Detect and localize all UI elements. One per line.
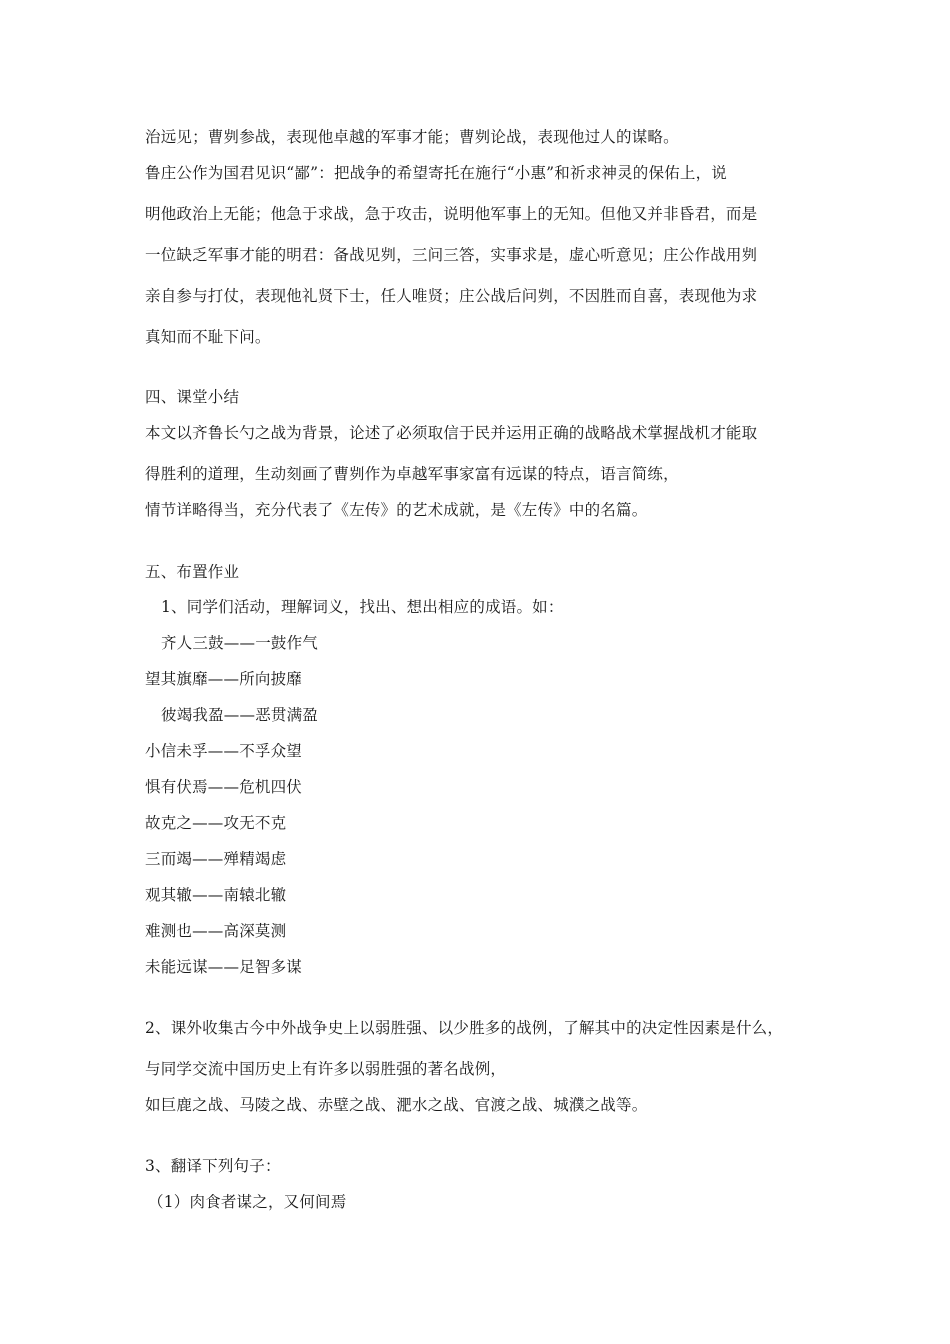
paragraph-line: 鲁庄公作为国君见识“鄙”：把战争的希望寄托在施行“小惠”和祈求神灵的保佑上，说	[145, 164, 727, 182]
translation-item-1: （1）肉食者谋之，又何间焉	[148, 1193, 347, 1211]
paragraph-line: 一位缺乏军事才能的明君：备战见刿，三问三答，实事求是，虚心听意见；庄公作战用刿	[145, 246, 758, 264]
homework-item-2: 2、课外收集古今中外战争史上以弱胜强、以少胜多的战例，了解其中的决定性因素是什么，	[145, 1019, 784, 1037]
idiom-line: 未能远谋——足智多谋	[145, 958, 303, 976]
paragraph-line: 如巨鹿之战、马陵之战、赤壁之战、淝水之战、官渡之战、城濮之战等。	[145, 1096, 648, 1114]
paragraph-line: 得胜利的道理，生动刻画了曹刿作为卓越军事家富有远谋的特点，语言简练，	[145, 465, 679, 483]
idiom-line: 惧有伏焉——危机四伏	[145, 778, 303, 796]
idiom-line: 齐人三鼓——一鼓作气	[161, 634, 319, 652]
paragraph-line: 治远见；曹刿参战，表现他卓越的军事才能；曹刿论战，表现他过人的谋略。	[145, 128, 679, 146]
paragraph-line: 情节详略得当，充分代表了《左传》的艺术成就，是《左传》中的名篇。	[145, 501, 648, 519]
idiom-line: 小信未孚——不孚众望	[145, 742, 303, 760]
section-heading-homework: 五、布置作业	[145, 563, 240, 581]
homework-item-3: 3、翻译下列句子：	[145, 1157, 281, 1175]
idiom-line: 难测也——高深莫测	[145, 922, 287, 940]
paragraph-line: 亲自参与打仗，表现他礼贤下士，任人唯贤；庄公战后问刿，不因胜而自喜，表现他为求	[145, 287, 758, 305]
paragraph-line: 本文以齐鲁长勺之战为背景，论述了必须取信于民并运用正确的战略战术掌握战机才能取	[145, 424, 758, 442]
idiom-line: 彼竭我盈——恶贯满盈	[161, 706, 319, 724]
idiom-line: 望其旗靡——所向披靡	[145, 670, 303, 688]
paragraph-line: 与同学交流中国历史上有许多以弱胜强的著名战例，	[145, 1060, 507, 1078]
idiom-line: 三而竭——殚精竭虑	[145, 850, 287, 868]
idiom-line: 观其辙——南辕北辙	[145, 886, 287, 904]
idiom-line: 故克之——攻无不克	[145, 814, 287, 832]
section-heading-summary: 四、课堂小结	[145, 388, 240, 406]
paragraph-line: 明他政治上无能；他急于求战，急于攻击，说明他军事上的无知。但他又并非昏君，而是	[145, 205, 758, 223]
paragraph-line: 真知而不耻下问。	[145, 328, 271, 346]
homework-item-1: 1、同学们活动，理解词义，找出、想出相应的成语。如：	[161, 598, 564, 616]
